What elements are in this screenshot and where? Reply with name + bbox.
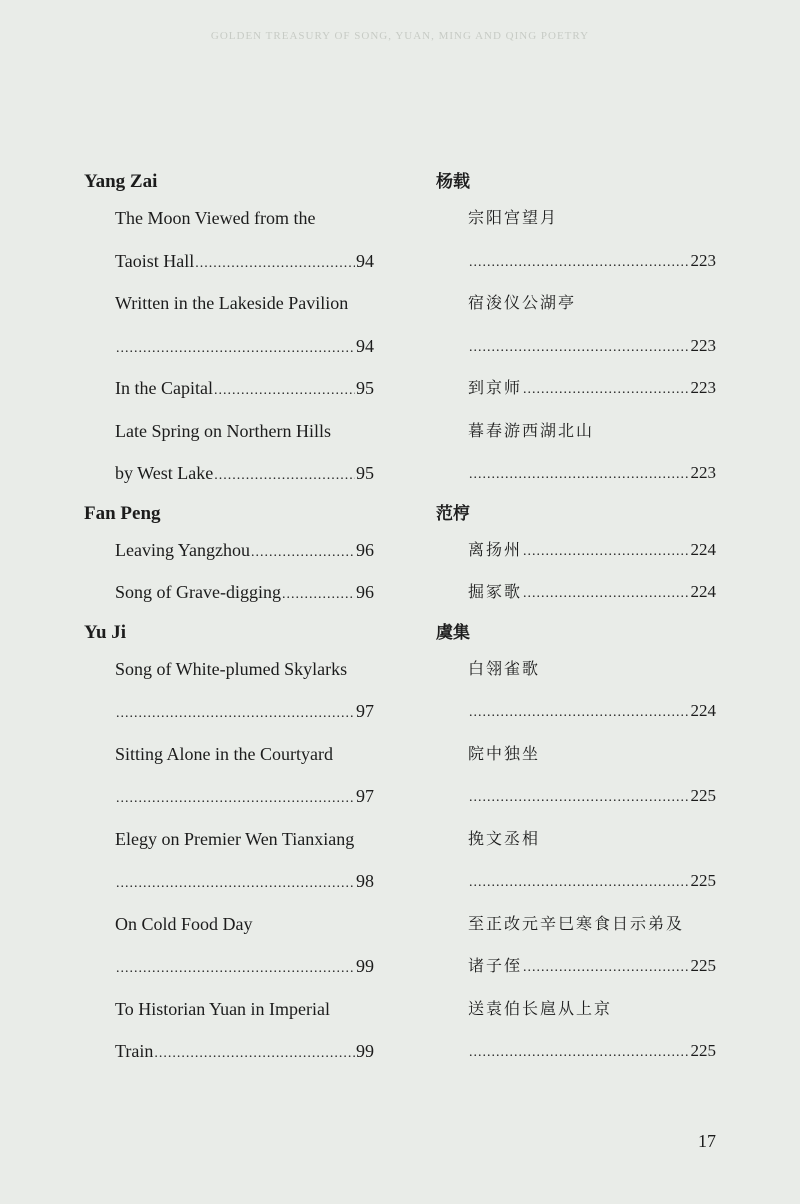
toc-entry <box>84 372 374 415</box>
leader-dots <box>469 697 690 729</box>
poem-title: In the Capital <box>115 378 213 398</box>
leader-dots <box>116 868 355 900</box>
poem-title: 送袁伯长扈从上京 <box>468 998 613 1018</box>
page-ref: 225 <box>690 786 716 805</box>
poem-title: 离扬州 <box>468 539 523 559</box>
leader-dots <box>469 459 690 491</box>
page-ref: 224 <box>690 582 716 601</box>
poem-title: by West Lake <box>115 463 214 483</box>
poem-title: 宗阳宫望月 <box>468 208 559 227</box>
author-heading: 虞集 <box>436 622 470 643</box>
poem-title: 到京师 <box>468 378 523 397</box>
leader-dots <box>116 698 355 730</box>
author-heading: 杨载 <box>436 172 470 192</box>
running-head: GOLDEN TREASURY OF SONG, YUAN, MING AND QING POETRY <box>210 30 590 42</box>
page-ref: 223 <box>690 378 716 397</box>
toc-entry <box>436 372 716 415</box>
leader-dots <box>282 579 355 611</box>
poem-title: On Cold Food Day <box>115 913 253 934</box>
poem-title: Late Spring on Northern Hills <box>115 420 331 441</box>
leader-dots <box>469 782 690 814</box>
poem-title: 暮春游西湖北山 <box>468 420 595 440</box>
page-ref: 94 <box>356 335 374 356</box>
poem-title: Song of Grave-digging <box>115 582 281 602</box>
leader-dots <box>469 1037 690 1069</box>
page-ref: 95 <box>356 463 374 483</box>
toc-entry <box>436 245 716 288</box>
poem-title: Sitting Alone in the Courtyard <box>115 743 333 764</box>
poem-title: Taoist Hall <box>115 250 195 271</box>
leader-dots <box>523 374 689 406</box>
page-ref: 99 <box>356 1041 374 1061</box>
poem-title: 至正改元辛巳寒食日示弟及 <box>468 913 685 933</box>
page-ref: 97 <box>356 701 374 721</box>
page-ref: 225 <box>690 956 716 975</box>
toc-entry <box>84 245 374 288</box>
poem-title: 掘冢歌 <box>468 582 523 601</box>
toc-entry <box>436 780 716 823</box>
author-heading: 范梈 <box>436 503 470 524</box>
toc-entry <box>436 457 716 500</box>
leader-dots <box>523 578 689 610</box>
poem-title: Train <box>115 1041 154 1061</box>
leader-dots <box>251 537 355 569</box>
page-ref: 94 <box>356 250 374 271</box>
page-number: 17 <box>698 1131 716 1151</box>
leader-dots <box>195 248 355 280</box>
toc-entry <box>84 457 374 500</box>
leader-dots <box>214 375 355 407</box>
toc-column-chinese <box>436 168 716 1078</box>
author-heading: Fan Peng <box>84 502 161 524</box>
poem-title: Song of White-plumed Skylarks <box>115 658 348 679</box>
poem-title: Written in the Lakeside Pavilion <box>115 293 349 313</box>
page-ref: 97 <box>356 786 374 806</box>
toc-entry <box>84 950 374 993</box>
toc-entry <box>84 865 374 908</box>
page-ref: 96 <box>356 582 374 602</box>
leader-dots <box>154 1038 355 1070</box>
toc-entry <box>436 950 716 993</box>
page-ref: 223 <box>690 335 716 355</box>
toc-entry <box>436 1035 716 1078</box>
poem-title: Leaving Yangzhou <box>115 539 250 560</box>
poem-title: 诸子侄 <box>468 956 523 975</box>
page-ref: 223 <box>690 463 716 482</box>
page-ref: 95 <box>356 378 374 398</box>
leader-dots <box>523 952 689 984</box>
poem-title: The Moon Viewed from the <box>115 208 316 228</box>
toc-entry <box>84 576 374 619</box>
leader-dots <box>116 783 355 815</box>
toc-entry <box>436 865 716 908</box>
leader-dots <box>116 953 355 985</box>
toc-entry <box>84 330 374 373</box>
leader-dots <box>469 332 690 364</box>
toc-entry <box>436 534 716 577</box>
page-ref: 98 <box>356 871 374 891</box>
page-ref: 225 <box>690 871 716 890</box>
leader-dots <box>116 333 355 365</box>
poem-title: 宿浚仪公湖亭 <box>468 293 577 312</box>
page-ref: 96 <box>356 539 374 560</box>
page-ref: 99 <box>356 956 374 976</box>
page-ref: 225 <box>690 1041 716 1060</box>
page-ref: 224 <box>690 539 716 559</box>
leader-dots <box>523 536 689 568</box>
toc-entry <box>84 534 374 577</box>
poem-title: Elegy on Premier Wen Tianxiang <box>115 828 355 849</box>
poem-title: 挽文丞相 <box>468 828 541 848</box>
poem-title: 白翎雀歌 <box>468 658 541 678</box>
author-heading: Yu Ji <box>84 621 127 643</box>
toc-entry <box>84 695 374 738</box>
page-ref: 223 <box>690 250 716 270</box>
leader-dots <box>469 867 690 899</box>
poem-title: To Historian Yuan in Imperial <box>115 998 331 1019</box>
toc-entry <box>436 330 716 373</box>
toc-entry <box>436 695 716 738</box>
poem-title: 院中独坐 <box>468 743 541 763</box>
page-ref: 224 <box>690 701 716 720</box>
toc-entry <box>84 1035 374 1078</box>
leader-dots <box>214 460 355 492</box>
toc-entry <box>436 576 716 619</box>
author-heading: Yang Zai <box>84 171 158 192</box>
toc-entry <box>84 780 374 823</box>
toc-column-english <box>84 168 374 1078</box>
leader-dots <box>469 247 690 279</box>
